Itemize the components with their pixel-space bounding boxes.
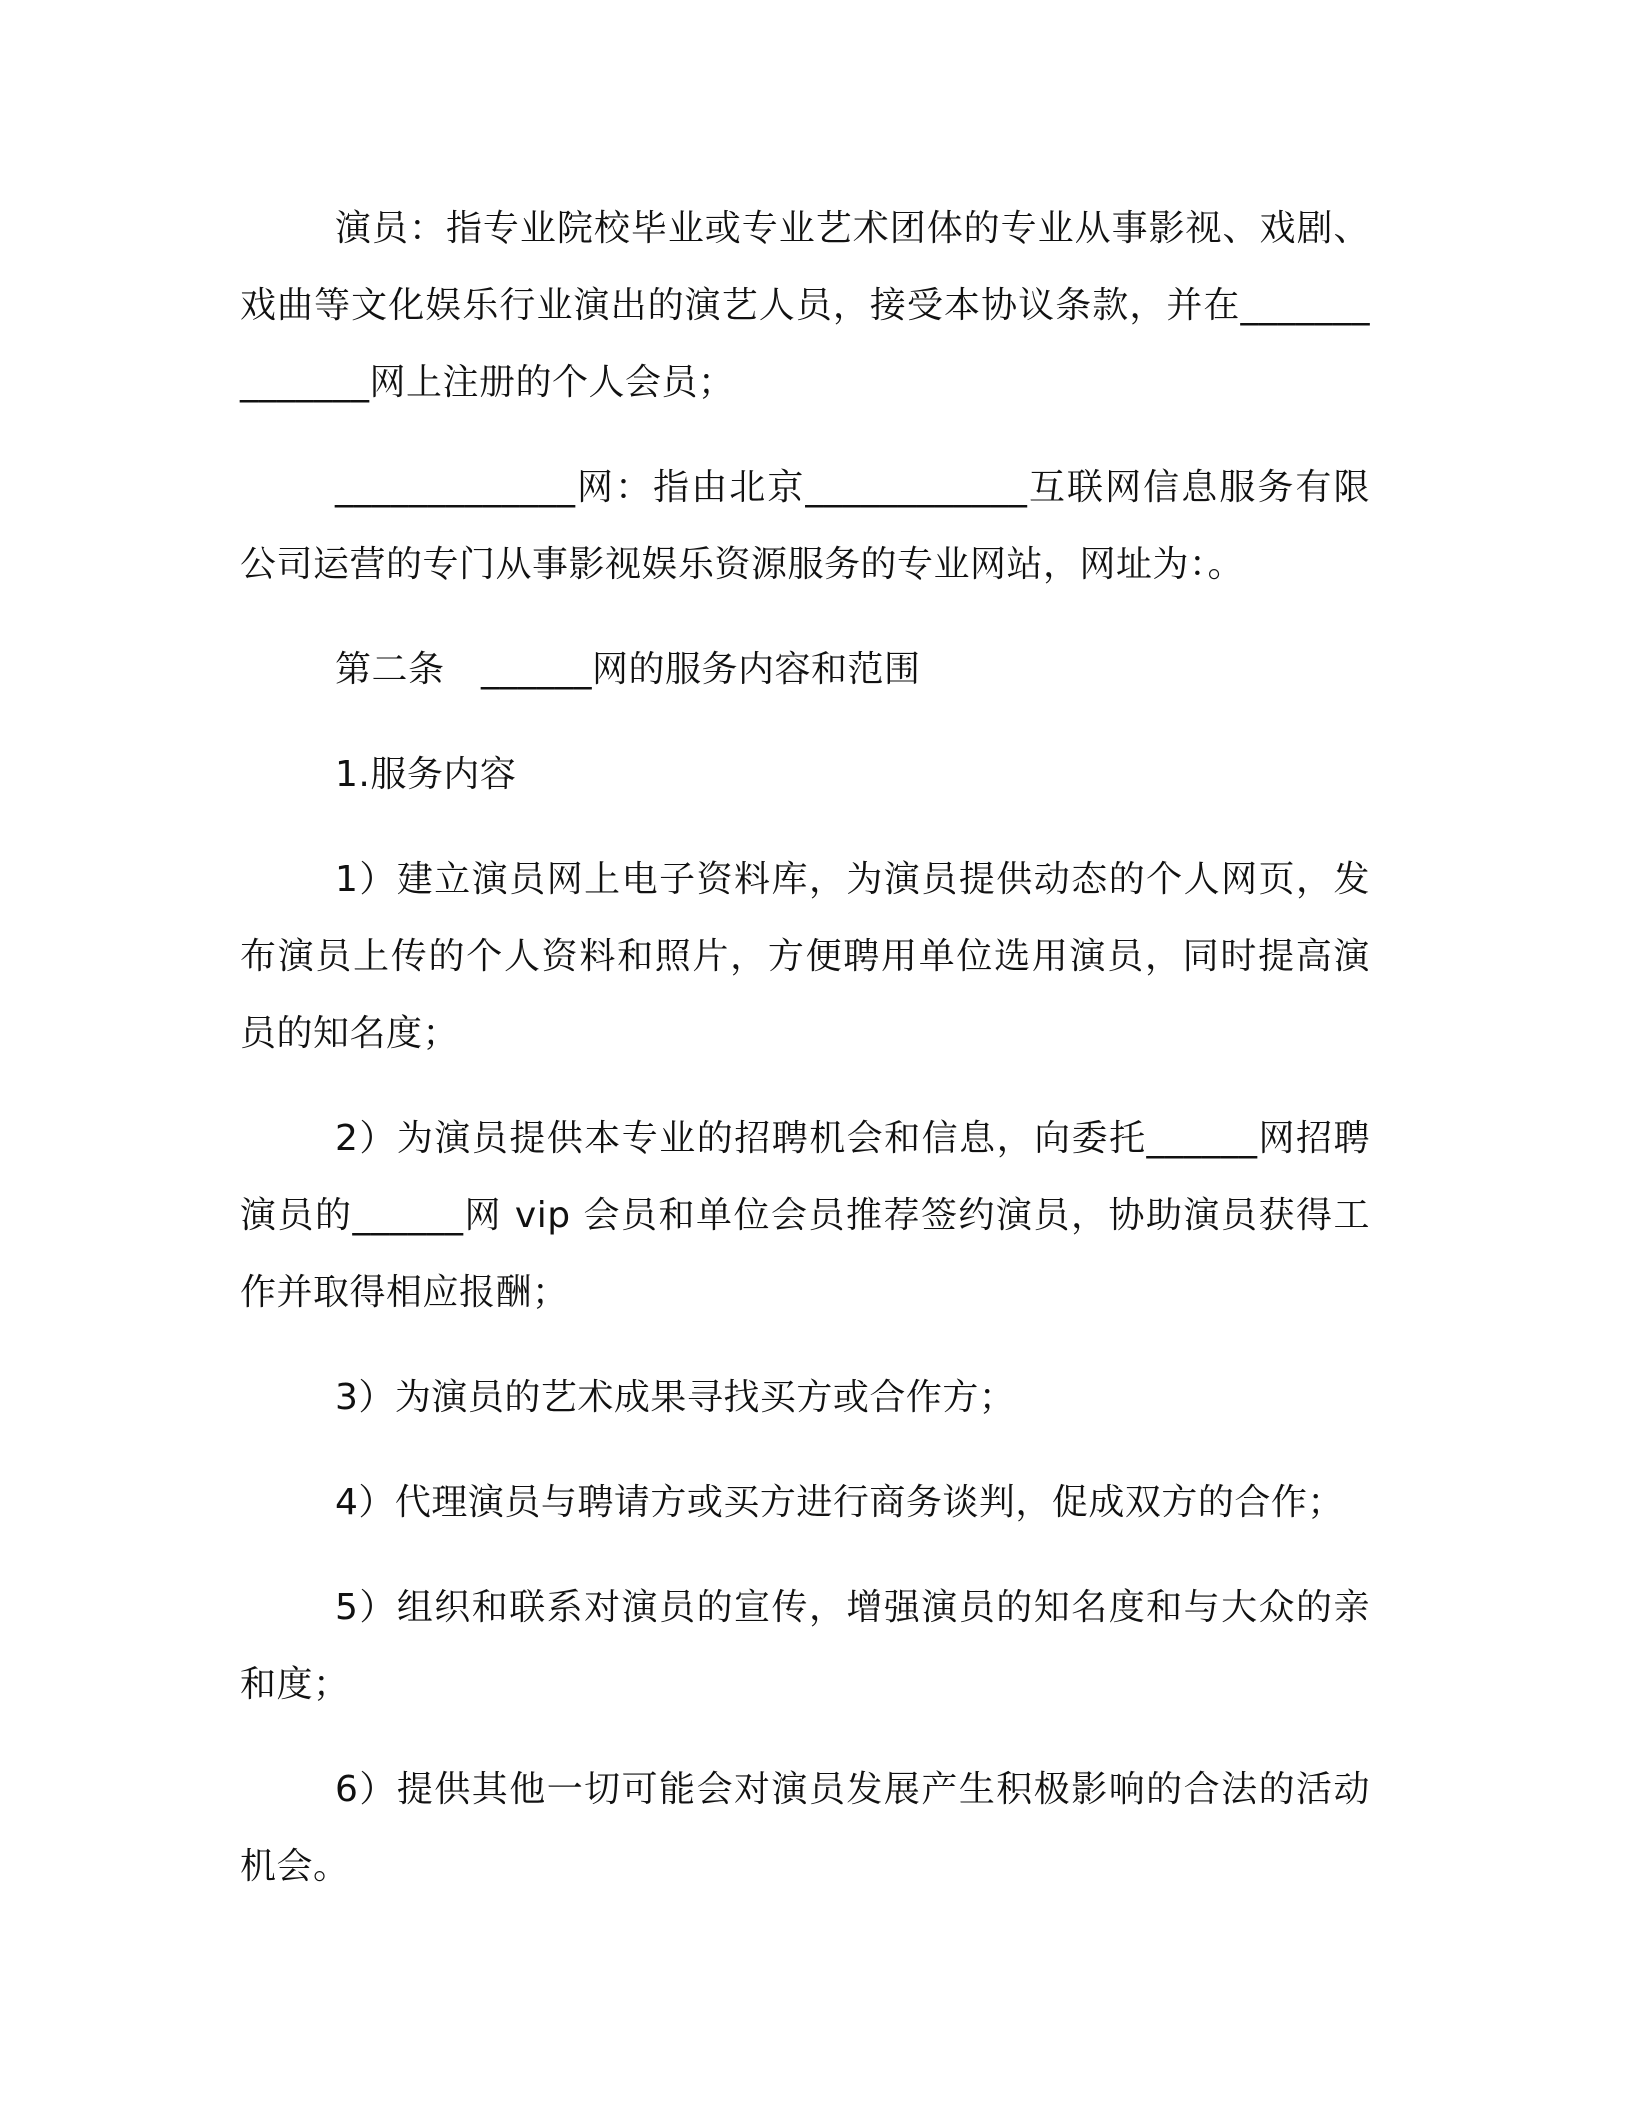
document-body xyxy=(240,190,1370,1933)
service-item-3: 3）为演员的艺术成果寻找买方或合作方； xyxy=(335,1377,1016,1418)
service-content-heading: 1.服务内容 xyxy=(335,754,517,795)
service-item-4: 4）代理演员与聘请方或买方进行商务谈判，促成双方的合作； xyxy=(335,1482,1344,1523)
service-item-6: 6）提供其他一切可能会对演员发展产生积极影响的合法的活动机会。 xyxy=(240,1769,1370,1887)
definition-website: _____________网：指由北京____________互联网信息服务有限公司运营的专门从事影视娱乐资源服务的专业网站，网址为：。 xyxy=(240,467,1370,585)
service-item-1: 1）建立演员网上电子资料库，为演员提供动态的个人网页，发布演员上传的个人资料和照片，方便聘用单位选用演员，同时提高演员的知名度； xyxy=(240,859,1370,1054)
service-item-5: 5）组织和联系对演员的宣传，增强演员的知名度和与大众的亲和度； xyxy=(240,1587,1370,1705)
definition-actor: 演员：指专业院校毕业或专业艺术团体的专业从事影视、戏剧、戏曲等文化娱乐行业演出的演艺人员，接受本协议条款，并在______________网上注册的个人会员； xyxy=(240,208,1370,403)
article-two-heading: 第二条 ______网的服务内容和范围 xyxy=(335,649,921,690)
service-item-2: 2）为演员提供本专业的招聘机会和信息，向委托______网招聘演员的______网 vip 会员和单位会员推荐签约演员，协助演员获得工作并取得相应报酬； xyxy=(240,1118,1370,1313)
